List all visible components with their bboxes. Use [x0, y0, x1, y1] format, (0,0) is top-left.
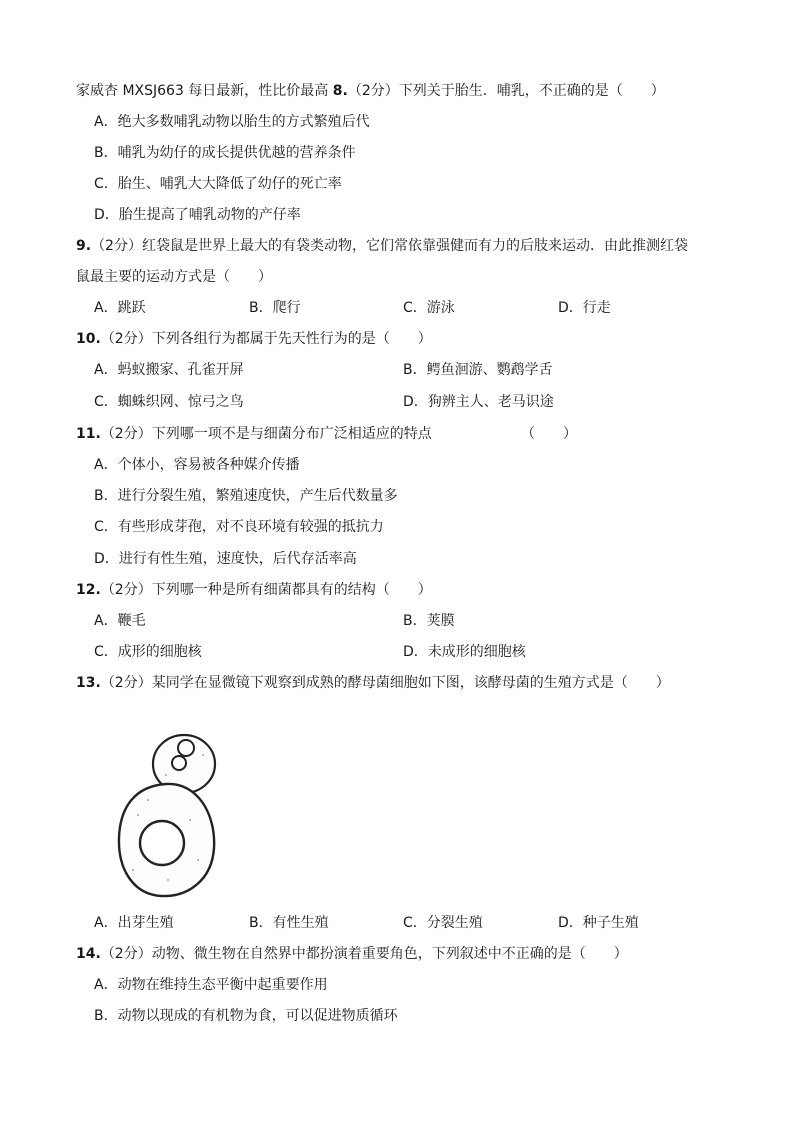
answer-bracket: （ ）	[521, 426, 577, 442]
option-d: D．胎生提高了哺乳动物的产仔率	[94, 207, 301, 223]
question-11-stem	[76, 424, 432, 444]
option-c: C．蜘蛛织网、惊弓之鸟	[94, 394, 244, 410]
question-number: 11.	[76, 426, 101, 442]
question-number: 14.	[76, 946, 101, 962]
option-a: A．鞭毛	[94, 613, 146, 629]
option-c: C．成形的细胞核	[94, 644, 202, 660]
option-b: B．有性生殖	[249, 915, 329, 931]
question-text: （2分）某同学在显微镜下观察到成熟的酵母菌细胞如下图，该酵母菌的生殖方式是（ ）	[100, 675, 670, 691]
bud-vacuole-large	[178, 740, 194, 756]
option-a: A．出芽生殖	[94, 915, 174, 931]
question-10-stem	[76, 329, 432, 349]
question-14-stem	[76, 944, 628, 964]
option-a: A．跳跃	[94, 300, 146, 316]
question-12-stem	[76, 580, 432, 600]
option-d: D．未成形的细胞核	[403, 644, 526, 660]
question-9-stem-continued: 鼠最主要的运动方式是（ ）	[76, 269, 272, 285]
option-b: B．哺乳为幼仔的成长提供优越的营养条件	[94, 145, 356, 161]
option-b: B．进行分裂生殖，繁殖速度快，产生后代数量多	[94, 488, 398, 504]
question-number: 13.	[76, 675, 101, 691]
option-c: C．游泳	[403, 300, 455, 316]
option-d: D．狗辨主人、老马识途	[403, 394, 554, 410]
option-d: D．行走	[558, 300, 611, 316]
option-a: A．绝大多数哺乳动物以胎生的方式繁殖后代	[94, 114, 370, 130]
mother-vacuole	[140, 821, 184, 865]
option-b: B．鳄鱼洄游、鹦鹉学舌	[403, 362, 553, 378]
question-text: （2分）下列哪一项不是与细菌分布广泛相适应的特点	[100, 426, 432, 442]
option-c: C．有些形成芽孢，对不良环境有较强的抵抗力	[94, 519, 384, 535]
option-d: D．进行有性生殖，速度快，后代存活率高	[94, 551, 357, 567]
option-c: C．胎生、哺乳大大降低了幼仔的死亡率	[94, 176, 342, 192]
option-b: B．荚膜	[403, 613, 455, 629]
option-b: B．爬行	[249, 300, 301, 316]
question-text: （2分）红袋鼠是世界上最大的有袋类动物，它们常依靠强健而有力的后肢来运动．由此推测红袋	[91, 238, 688, 254]
option-d: D．种子生殖	[558, 915, 639, 931]
question-text: （2分）下列哪一种是所有细菌都具有的结构（ ）	[100, 582, 432, 598]
question-8-stem	[76, 81, 665, 101]
question-number: 9.	[76, 238, 92, 254]
question-text: （2分）下列各组行为都属于先天性行为的是（ ）	[100, 331, 432, 347]
question-number: 8.	[332, 83, 348, 99]
question-text: （2分）动物、微生物在自然界中都扮演着重要角色，下列叙述中不正确的是（ ）	[100, 946, 628, 962]
option-c: C．分裂生殖	[403, 915, 483, 931]
option-a: A．动物在维持生态平衡中起重要作用	[94, 977, 328, 993]
question-9-stem	[76, 236, 688, 256]
yeast-cell-figure	[108, 720, 228, 900]
question-13-stem	[76, 673, 670, 693]
option-a: A．个体小，容易被各种媒介传播	[94, 457, 300, 473]
bud-vacuole-small	[172, 756, 186, 770]
option-a: A．蚂蚁搬家、孔雀开屏	[94, 362, 244, 378]
option-b: B．动物以现成的有机物为食，可以促进物质循环	[94, 1008, 398, 1024]
question-number: 12.	[76, 582, 101, 598]
question-text: （2分）下列关于胎生．哺乳，不正确的是（ ）	[347, 83, 665, 99]
header-watermark-text: 家威杏 MXSJ663 每日最新，性比价最高	[76, 83, 333, 99]
question-number: 10.	[76, 331, 101, 347]
